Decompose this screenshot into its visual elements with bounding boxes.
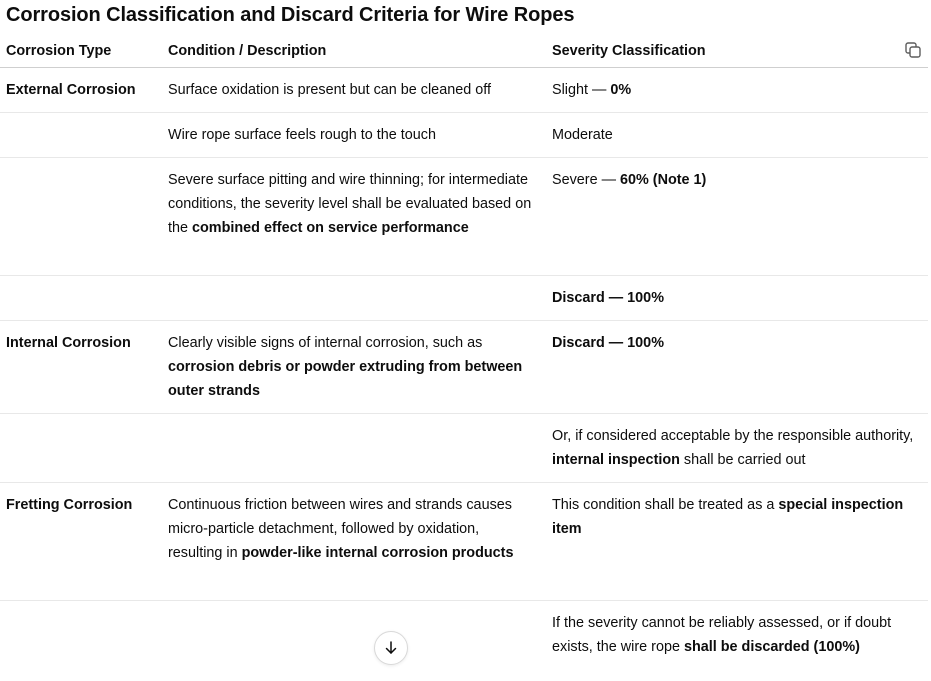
table-row xyxy=(0,68,928,113)
table-row xyxy=(0,321,928,414)
table-row xyxy=(0,601,928,681)
column-header-severity: Severity Classification xyxy=(552,43,706,59)
table-row xyxy=(0,158,928,276)
text-segment: Clearly visible signs of internal corrosion, such as xyxy=(168,335,483,351)
bold-text-segment: combined effect on service performance xyxy=(192,220,469,236)
severity-cell xyxy=(552,286,920,310)
bold-text-segment: 60% (Note 1) xyxy=(619,172,707,188)
text-segment: Severe — xyxy=(552,172,620,188)
copy-icon[interactable] xyxy=(904,41,922,59)
condition-cell xyxy=(168,168,533,240)
text-segment: Continuous friction between wires and strands causes micro-particle detachment, followed by oxidation, resulting in xyxy=(168,497,512,561)
severity-cell xyxy=(552,493,920,541)
text-segment: If the severity cannot be reliably assessed, or if doubt exists, the wire rope xyxy=(552,615,892,655)
table-row xyxy=(0,414,928,483)
bold-text-segment: 0% xyxy=(610,82,632,98)
bold-text-segment: Discard — 100% xyxy=(552,335,664,351)
severity-cell xyxy=(552,331,920,355)
severity-cell xyxy=(552,123,920,147)
condition-cell xyxy=(168,493,533,565)
condition-cell xyxy=(168,123,533,147)
table-row xyxy=(0,276,928,321)
bold-text-segment: Discard — 100% xyxy=(552,290,664,306)
corrosion-type-cell: Fretting Corrosion xyxy=(6,497,133,513)
bold-text-segment: powder-like internal corrosion products xyxy=(241,545,514,561)
text-segment: Wire rope surface feels rough to the touch xyxy=(168,127,436,143)
arrow-down-icon xyxy=(383,640,399,656)
corrosion-type-cell: External Corrosion xyxy=(6,82,136,98)
table-header-row xyxy=(0,36,928,68)
corrosion-table xyxy=(0,36,928,681)
scroll-to-bottom-button[interactable] xyxy=(374,631,408,665)
text-segment: This condition shall be treated as a xyxy=(552,497,779,513)
bold-text-segment: corrosion debris or powder extruding from between outer strands xyxy=(168,359,523,399)
bold-text-segment: internal inspection xyxy=(552,452,680,468)
table-row xyxy=(0,483,928,601)
table-row xyxy=(0,113,928,158)
text-segment: shall be carried out xyxy=(679,452,806,468)
severity-cell xyxy=(552,78,920,102)
text-segment: Surface oxidation is present but can be cleaned off xyxy=(168,82,491,98)
severity-cell xyxy=(552,424,920,472)
bold-text-segment: shall be discarded (100%) xyxy=(683,639,860,655)
page-title: Corrosion Classification and Discard Criteria for Wire Ropes xyxy=(6,4,575,26)
column-header-condition: Condition / Description xyxy=(168,43,327,59)
bold-text-segment: special inspection item xyxy=(552,497,904,537)
corrosion-type-cell: Internal Corrosion xyxy=(6,335,131,351)
text-segment: Moderate xyxy=(552,127,613,143)
severity-cell xyxy=(552,611,920,659)
text-segment: Slight — xyxy=(552,82,611,98)
column-header-corrosion-type: Corrosion Type xyxy=(6,43,112,59)
condition-cell xyxy=(168,331,533,403)
severity-cell xyxy=(552,168,920,192)
text-segment: Severe surface pitting and wire thinning; for intermediate conditions, the severity level shall be evaluated based on the xyxy=(168,172,532,236)
condition-cell xyxy=(168,78,533,102)
text-segment: Or, if considered acceptable by the responsible authority, xyxy=(552,428,914,444)
